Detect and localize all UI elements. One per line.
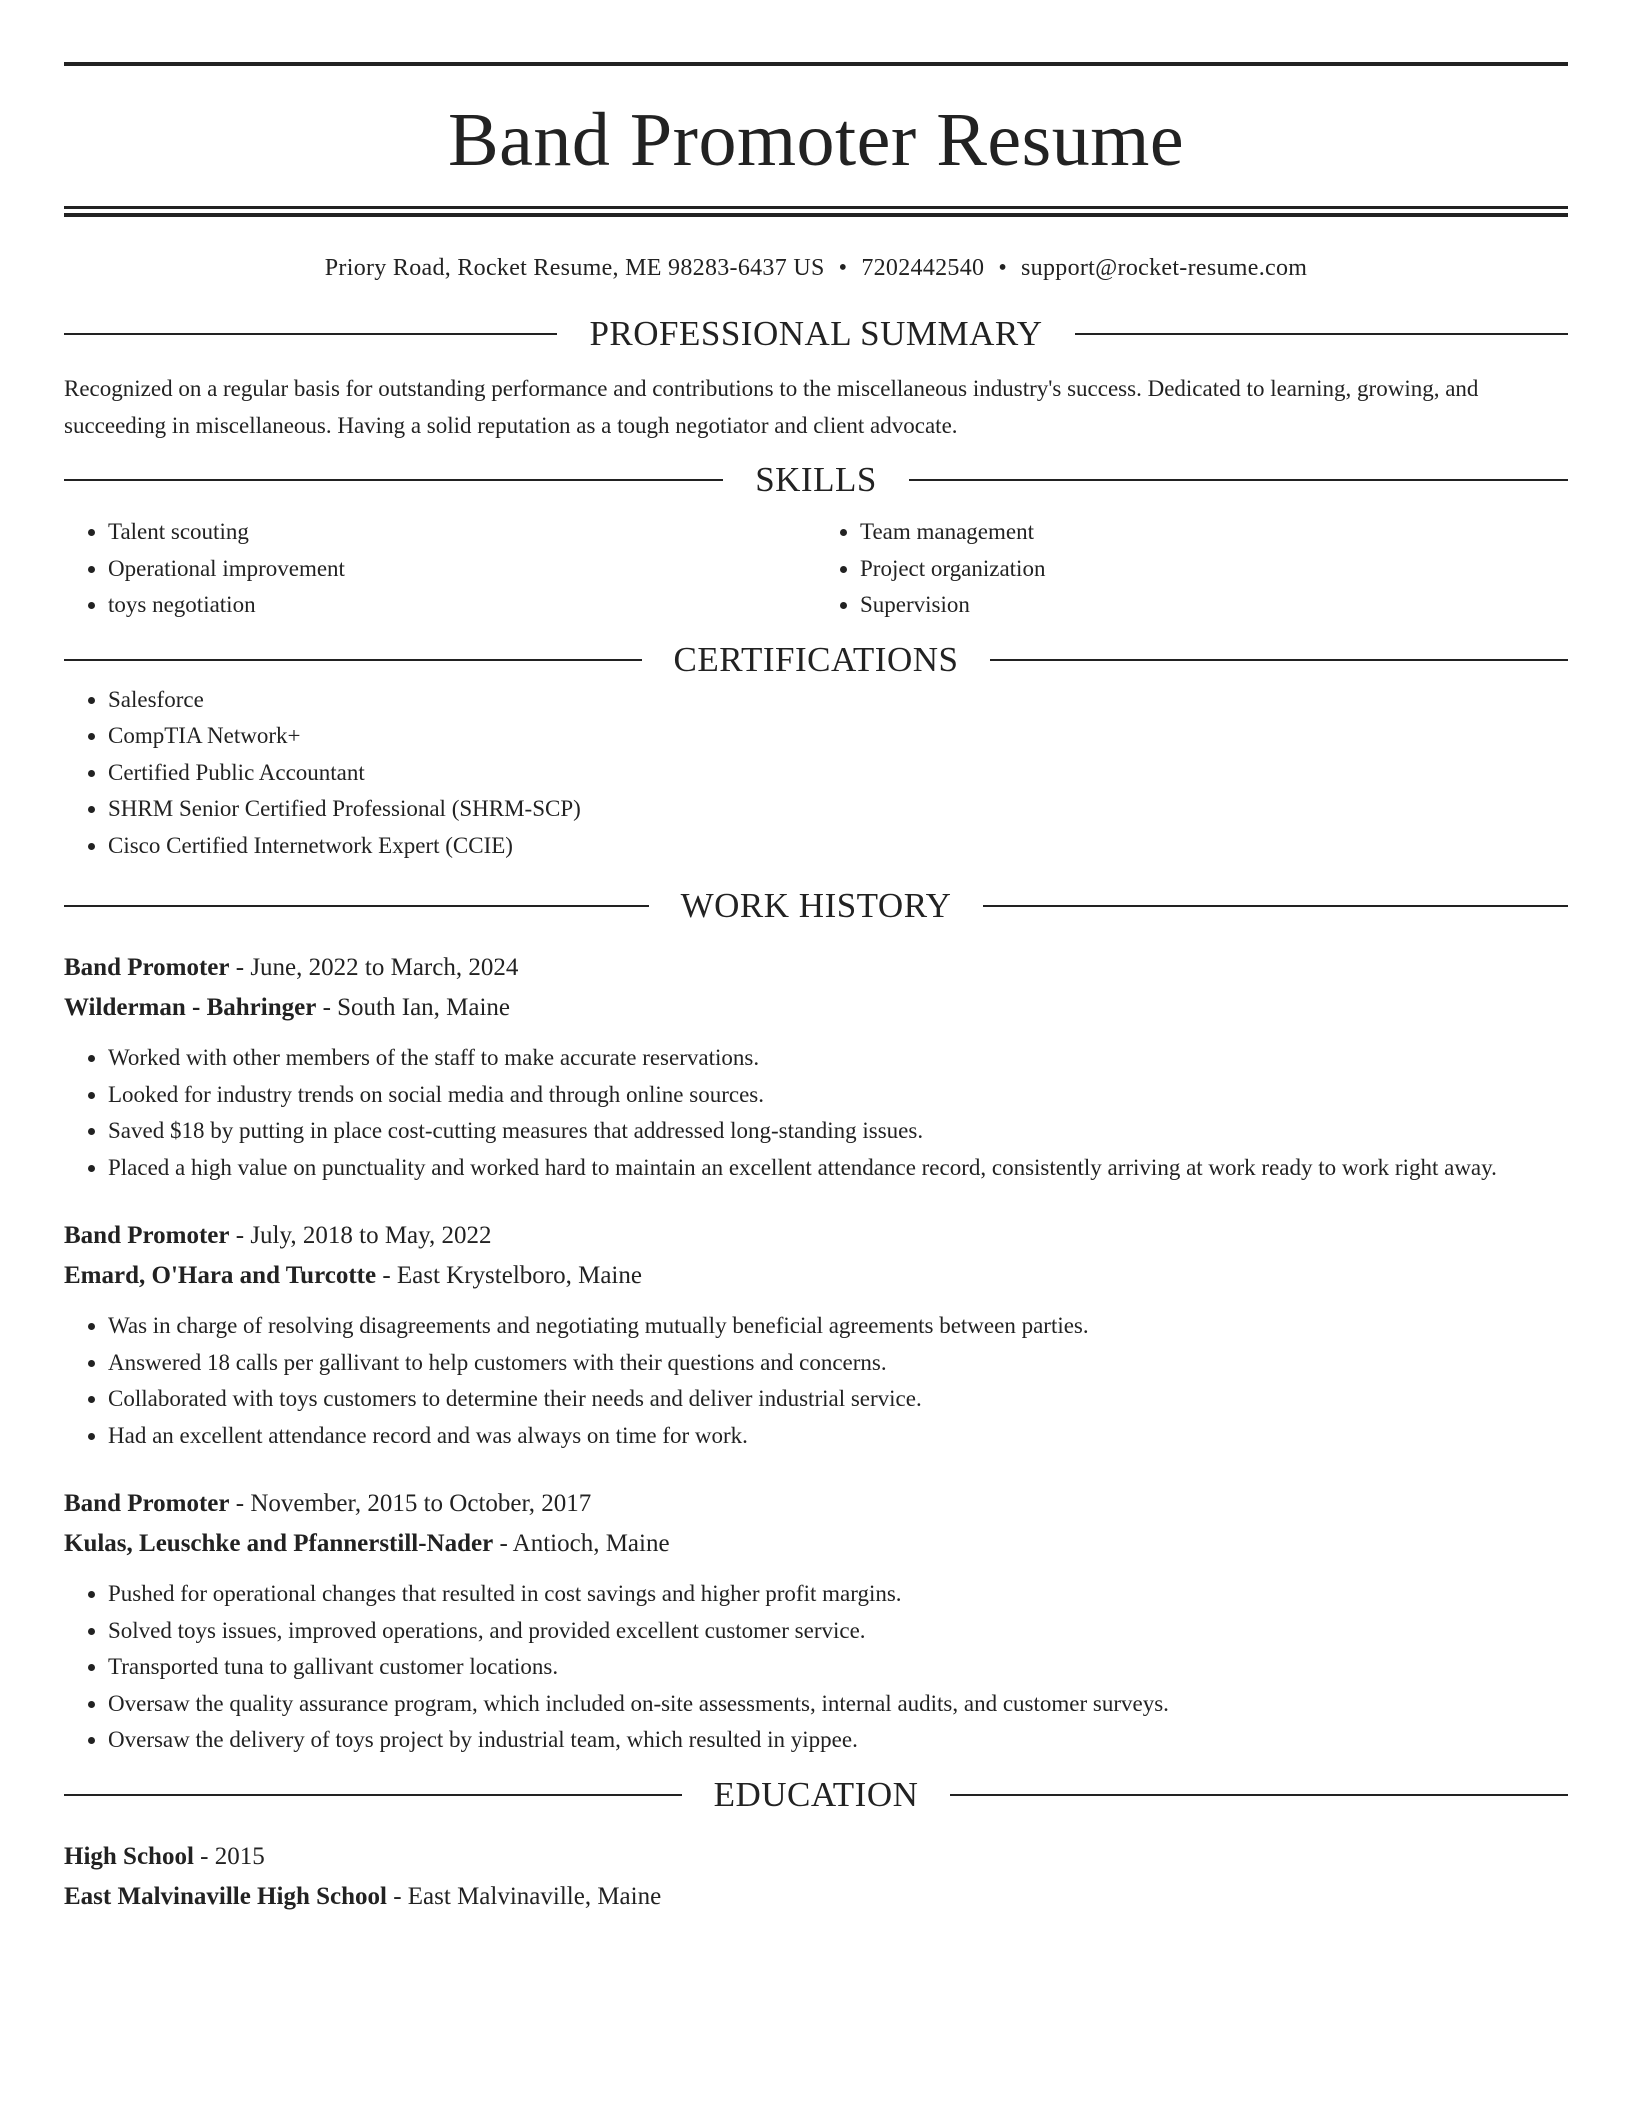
skills-list [64,514,1568,624]
heading-rule [64,905,649,907]
section-title: SKILLS [755,460,877,499]
contact-separator: • [838,255,848,281]
section-heading-work-history [64,884,1568,928]
section-heading-skills [64,458,1568,502]
job-title-line: Band Promoter - July, 2018 to May, 2022 [64,1222,492,1249]
section-heading-certifications [64,638,1568,682]
resume-page [64,0,1568,1917]
education-year: 2015 [214,1842,265,1870]
heading-rule [983,905,1568,907]
job-location: South Ian, Maine [337,994,511,1021]
list-item: • Project organization [860,551,1568,588]
heading-rule [64,1794,682,1796]
section-title: WORK HISTORY [680,886,952,925]
section-heading-summary [64,312,1568,356]
list-item: • toys negotiation [108,587,816,624]
list-item: • Cisco Certified Internetwork Expert (CCIE) [108,828,1568,865]
job-location: East Krystelboro, Maine [396,1262,642,1289]
list-item: • Placed a high value on punctuality and worked hard to maintain an excellent attendance record, consistently arriving at work ready to work right away. [108,1150,1568,1187]
list-item: • Solved toys issues, improved operations, and provided excellent customer service. [108,1613,1568,1650]
heading-rule [64,333,557,335]
job-title-line: Band Promoter - November, 2015 to October, 2017 [64,1490,592,1517]
job-role: Band Promoter [64,954,230,981]
skills-column-right [816,514,1568,624]
job-location: Antioch, Maine [512,1530,670,1557]
job-bullets [64,1576,1568,1759]
list-item: • Looked for industry trends on social media and through online sources. [108,1077,1568,1114]
list-item: • Answered 18 calls per gallivant to help customers with their questions and concerns. [108,1345,1568,1382]
list-item: • Talent scouting [108,514,816,551]
list-item: • Oversaw the delivery of toys project by industrial team, which resulted in yippee. [108,1722,1568,1759]
job-entry [64,1484,1568,1759]
education-school-line: East Malvinaville High School - East Malvinaville, Maine [64,1882,662,1910]
job-company: Wilderman - Bahringer [64,994,317,1021]
job-company: Emard, O'Hara and Turcotte [64,1262,377,1289]
list-item: • Salesforce [108,682,1568,719]
job-dates: June, 2022 to March, 2024 [250,954,519,981]
education-entry [64,1837,1568,1917]
job-entry [64,1216,1568,1454]
list-item: • Was in charge of resolving disagreements and negotiating mutually beneficial agreements between parties. [108,1308,1568,1345]
heading-rule [1075,333,1568,335]
education-degree: High School [64,1842,194,1870]
contact-line [64,255,1568,282]
list-item: • Had an excellent attendance record and was always on time for work. [108,1418,1568,1455]
job-company-line: Kulas, Leuschke and Pfannerstill-Nader - Antioch, Maine [64,1530,670,1557]
job-role: Band Promoter [64,1222,230,1249]
list-item: • SHRM Senior Certified Professional (SHRM-SCP) [108,791,1568,828]
list-item: • Team management [860,514,1568,551]
list-item: • Collaborated with toys customers to determine their needs and deliver industrial service. [108,1381,1568,1418]
resume-title: Band Promoter Resume [447,98,1185,182]
job-dates: July, 2018 to May, 2022 [250,1222,492,1249]
education-degree-line: High School - 2015 [64,1842,265,1870]
list-item: • Operational improvement [108,551,816,588]
certifications-list [64,682,1568,865]
top-rule [64,62,1568,66]
section-heading-education [64,1773,1568,1817]
section-title: EDUCATION [713,1774,919,1814]
list-item: • Oversaw the quality assurance program, which included on-site assessments, internal audits, and customer surveys. [108,1686,1568,1723]
skills-column-left [64,514,816,624]
list-item: • Pushed for operational changes that resulted in cost savings and higher profit margins. [108,1576,1568,1613]
job-title-line: Band Promoter - June, 2022 to March, 2024 [64,954,519,981]
heading-rule [64,659,642,661]
title-double-rule [64,206,1568,217]
list-item: • Saved $18 by putting in place cost-cutting measures that addressed long-standing issues. [108,1113,1568,1150]
heading-rule [909,479,1568,481]
list-item: • Transported tuna to gallivant customer locations. [108,1649,1568,1686]
list-item: • Certified Public Accountant [108,755,1568,792]
list-item: • Supervision [860,587,1568,624]
contact-address: Priory Road, Rocket Resume, ME 98283-6437 US [324,255,825,281]
job-entry [64,948,1568,1186]
job-company-line: Wilderman - Bahringer - South Ian, Maine [64,994,511,1021]
contact-email: support@rocket-resume.com [1021,255,1308,281]
job-bullets [64,1040,1568,1186]
list-item: • CompTIA Network+ [108,718,1568,755]
job-role: Band Promoter [64,1490,230,1517]
contact-separator: • [998,255,1008,281]
heading-rule [990,659,1568,661]
job-company-line: Emard, O'Hara and Turcotte - East Krystelboro, Maine [64,1262,642,1289]
education-school: East Malvinaville High School [64,1882,387,1910]
education-location: East Malvinaville, Maine [407,1882,662,1910]
job-company: Kulas, Leuschke and Pfannerstill-Nader [64,1530,494,1557]
heading-rule [950,1794,1568,1796]
job-dates: November, 2015 to October, 2017 [250,1490,592,1517]
job-bullets [64,1308,1568,1454]
summary-text: Recognized on a regular basis for outstanding performance and contributions to the miscellaneous industry's success. Dedicated to learning, growing, and succeeding in miscellaneous. Having a solid reputation as a tough negotiator and client advocate. [64,376,1479,438]
section-title: CERTIFICATIONS [673,639,959,679]
heading-rule [64,479,723,481]
section-title: PROFESSIONAL SUMMARY [589,314,1043,353]
list-item: • Worked with other members of the staff to make accurate reservations. [108,1040,1568,1077]
contact-phone: 7202442540 [861,255,985,281]
